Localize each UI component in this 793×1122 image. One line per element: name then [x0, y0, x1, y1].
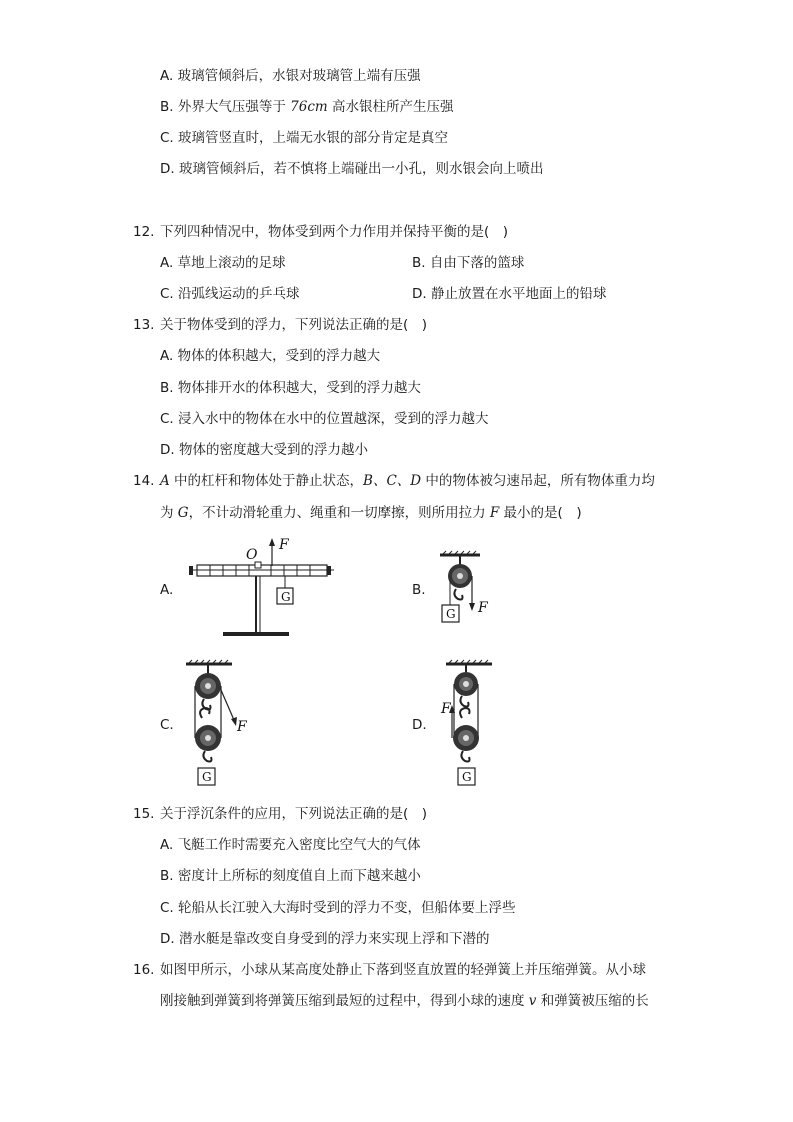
q11-option-d: D. 玻璃管倾斜后，若不慎将上端碰出一小孔，则水银会向上喷出	[160, 161, 544, 177]
q12-option-d: D. 静止放置在水平地面上的铅球	[412, 286, 607, 302]
q12-option-b: B. 自由下落的篮球	[412, 255, 525, 271]
question-15-number: 15.	[133, 806, 155, 822]
fig-d-label-f: F	[441, 701, 451, 717]
q11-option-b-pre: B. 外界大气压强等于	[160, 99, 291, 115]
q11-option-c: C. 玻璃管竖直时，上端无水银的部分肯定是真空	[160, 130, 449, 146]
fig-d-label-g: G	[462, 770, 472, 784]
question-16-text-line2: 刚接触到弹簧到将弹簧压缩到最短的过程中，得到小球的速度 v 和弹簧被压缩的长	[160, 993, 649, 1009]
figure-c-label: C.	[160, 717, 174, 733]
q15-option-d: D. 潜水艇是靠改变自身受到的浮力来实现上浮和下潜的	[160, 931, 490, 947]
question-14-text-line1: A 中的杠杆和物体处于静止状态，B、C、D 中的物体被匀速吊起，所有物体重力均	[160, 473, 655, 489]
q12-option-a: A. 草地上滚动的足球	[160, 255, 286, 271]
q13-option-c: C. 浸入水中的物体在水中的位置越深，受到的浮力越大	[160, 411, 489, 427]
fig-b-label-g: G	[446, 607, 456, 621]
q15-option-b: B. 密度计上所标的刻度值自上而下越来越小	[160, 868, 421, 884]
question-16-number: 16.	[133, 962, 155, 978]
q13-option-b: B. 物体排开水的体积越大，受到的浮力越大	[160, 380, 421, 396]
question-13-number: 13.	[133, 317, 155, 333]
q15-option-c: C. 轮船从长江驶入大海时受到的浮力不变，但船体要上浮些	[160, 900, 516, 916]
q13-option-a: A. 物体的体积越大，受到的浮力越大	[160, 348, 381, 364]
figure-d-label: D.	[412, 717, 427, 733]
q15-option-a: A. 飞艇工作时需要充入密度比空气大的气体	[160, 837, 421, 853]
figure-a-label: A.	[160, 582, 174, 598]
question-14-text-line2: 为 G，不计动滑轮重力、绳重和一切摩擦，则所用拉力 F 最小的是( )	[160, 505, 582, 521]
fig-a-label-f: F	[279, 537, 289, 553]
q11-option-b-value: 76cm	[290, 99, 328, 115]
q13-option-d: D. 物体的密度越大受到的浮力越小	[160, 442, 368, 458]
fig-a-label-o: O	[246, 547, 258, 563]
figure-b-label: B.	[412, 582, 426, 598]
q12-option-c: C. 沿弧线运动的乒乓球	[160, 286, 300, 302]
q11-option-b-post: 高水银柱所产生压强	[327, 99, 454, 115]
question-16-text-line1: 如图甲所示，小球从某高度处静止下落到竖直放置的轻弹簧上并压缩弹簧。从小球	[160, 962, 646, 978]
fig-b-label-f: F	[478, 600, 488, 616]
fig-a-label-g: G	[281, 590, 291, 604]
question-12-number: 12.	[133, 224, 155, 240]
question-15-text: 关于浮沉条件的应用，下列说法正确的是( )	[160, 806, 428, 822]
question-12-text: 下列四种情况中，物体受到两个力作用并保持平衡的是( )	[160, 224, 509, 240]
question-13-text: 关于物体受到的浮力，下列说法正确的是( )	[160, 317, 428, 333]
fig-c-label-g: G	[202, 770, 212, 784]
q11-option-a: A. 玻璃管倾斜后，水银对玻璃管上端有压强	[160, 68, 421, 84]
question-14-number: 14.	[133, 473, 155, 489]
fig-c-label-f: F	[237, 719, 247, 735]
